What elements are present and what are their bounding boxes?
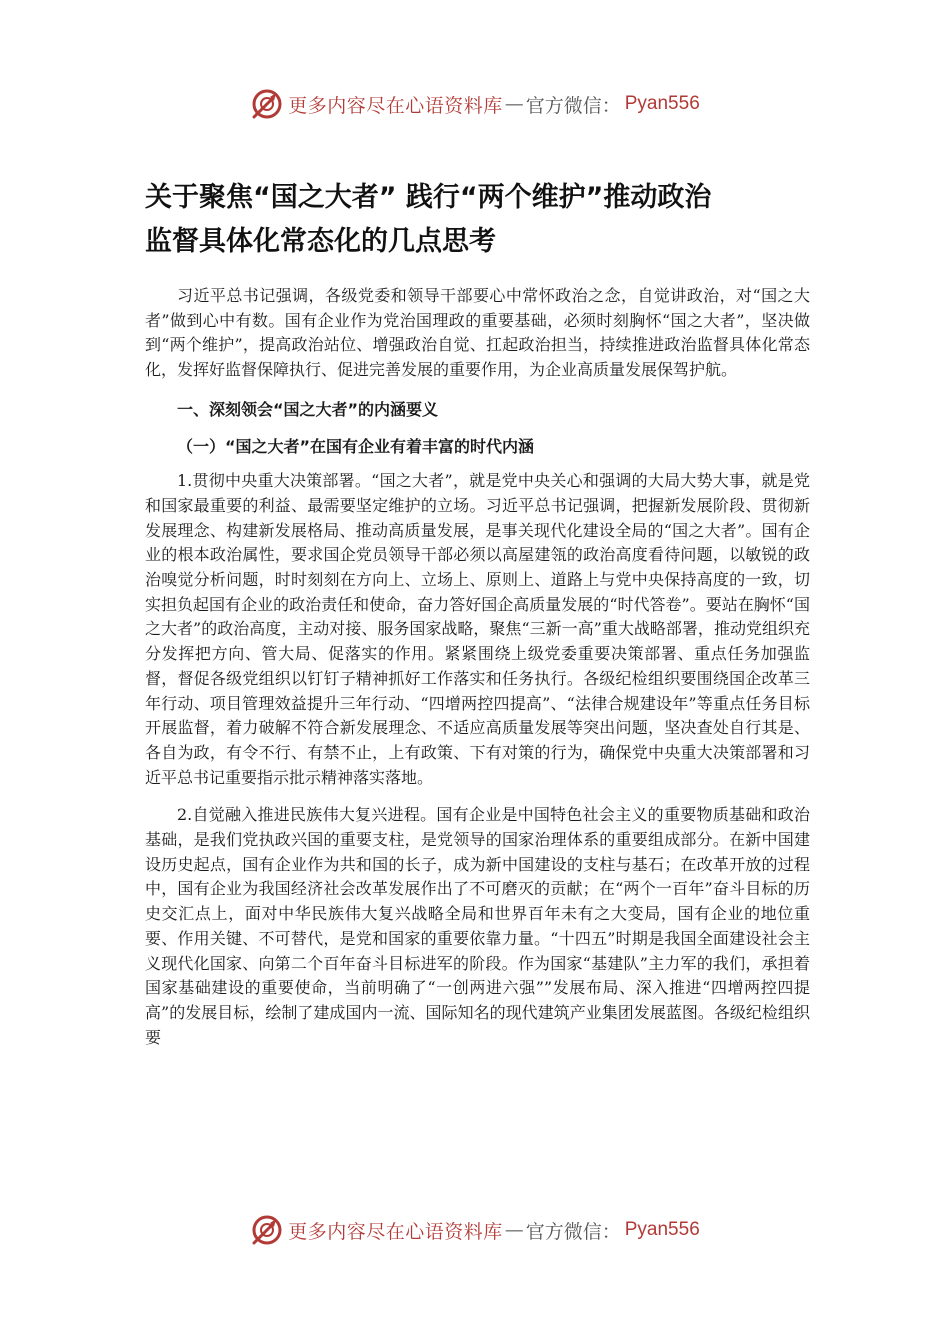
watermark-banner-top [0,84,950,124]
title-line-1: 关于聚焦“国之大者” 践行“两个维护”推动政治 [145,182,712,213]
banner-separator: — [504,1219,524,1241]
banner-separator: — [504,93,524,115]
banner-text: 更多内容尽在心语资料库 [288,1220,503,1243]
logo-icon [250,87,284,121]
banner-account: Pyan556 [624,1219,700,1240]
section-heading: 一、深刻领会“国之大者”的内涵要义 [177,399,439,419]
body-paragraph-1: 1.贯彻中央重大决策部署。“国之大者”，就是党中央关心和强调的大局大势大事，就是党和国家最重要的利益、最需要坚定维护的立场。习近平总书记强调，把握新发展阶段、贯彻新发展理念、构建新发展格局、推动高质量发展，是事关现代化建设全局的“国之大者”。国有企业的根本政治属性，要求国企党员领导干部必须以高屋建瓴的政治高度看待问题，以敏锐的政治嗅觉分析问题，时时刻刻在方向上、立场上、原则上、道路上与党中央保持高度的一致，切实担负起国有企业的政治责任和使命，奋力答好国企高质量发展的“时代答卷”。要站在胸怀“国之大者”的政治高度，主动对接、服务国家战略，聚焦“三新一高”重大战略部署，推动党组织充分发挥把方向、管大局、促落实的作用。紧紧围绕上级党委重要决策部署、重点任务加强监督，督促各级党组织以钉钉子精神抓好工作落实和任务执行。各级纪检组织要围绕国企改革三年行动、项目管理效益提升三年行动、“四增两控四提高”、“法律合规建设年”等重点任务目标开展监督，着力破解不符合新发展理念、不适应高质量发展等突出问题，坚决查处自行其是、各自为政，有令不行、有禁不止，上有政策、下有对策的行为，确保党中央重大决策部署和习近平总书记重要指示批示精神落实落地。 [145,471,810,787]
subsection-heading: （一）“国之大者”在国有企业有着丰富的时代内涵 [177,436,535,456]
document-title [145,176,845,264]
title-line-2: 监督具体化常态化的几点思考 [145,226,496,257]
banner-wechat-label: 官方微信： [525,1220,621,1243]
banner-wechat-label: 官方微信： [525,94,621,117]
body-paragraph-2: 2.自觉融入推进民族伟大复兴进程。国有企业是中国特色社会主义的重要物质基础和政治基础，是我们党执政兴国的重要支柱，是党领导的国家治理体系的重要组成部分。在新中国建设历史起点，国有企业作为共和国的长子，成为新中国建设的支柱与基石；在改革开放的过程中，国有企业为我国经济社会改革发展作出了不可磨灭的贡献；在“两个一百年”奋斗目标的历史交汇点上，面对中华民族伟大复兴战略全局和世界百年未有之大变局，国有企业的地位重要、作用关键、不可替代，是党和国家的重要依靠力量。“十四五”时期是我国全面建设社会主义现代化国家、向第二个百年奋斗目标进军的阶段。作为国家“基建队”主力军的我们，承担着国家基础建设的重要使命，当前明确了“一创两进六强””发展布局、深入推进“四增两控四提高”的发展目标，绘制了建成国内一流、国际知名的现代建筑产业集团发展蓝图。各级纪检组织要 [145,805,810,1047]
logo-icon [250,1213,284,1247]
banner-text: 更多内容尽在心语资料库 [288,94,503,117]
banner-account: Pyan556 [624,93,700,114]
intro-paragraph: 习近平总书记强调，各级党委和领导干部要心中常怀政治之念，自觉讲政治，对“国之大者”做到心中有数。国有企业作为党治国理政的重要基础，必须时刻胸怀“国之大者”，坚决做到“两个维护”，提高政治站位、增强政治自觉、扛起政治担当，持续推进政治监督具体化常态化，发挥好监督保障执行、促进完善发展的重要作用，为企业高质量发展保驾护航。 [145,286,810,380]
document-body [145,284,810,1050]
watermark-banner-bottom [0,1210,950,1250]
